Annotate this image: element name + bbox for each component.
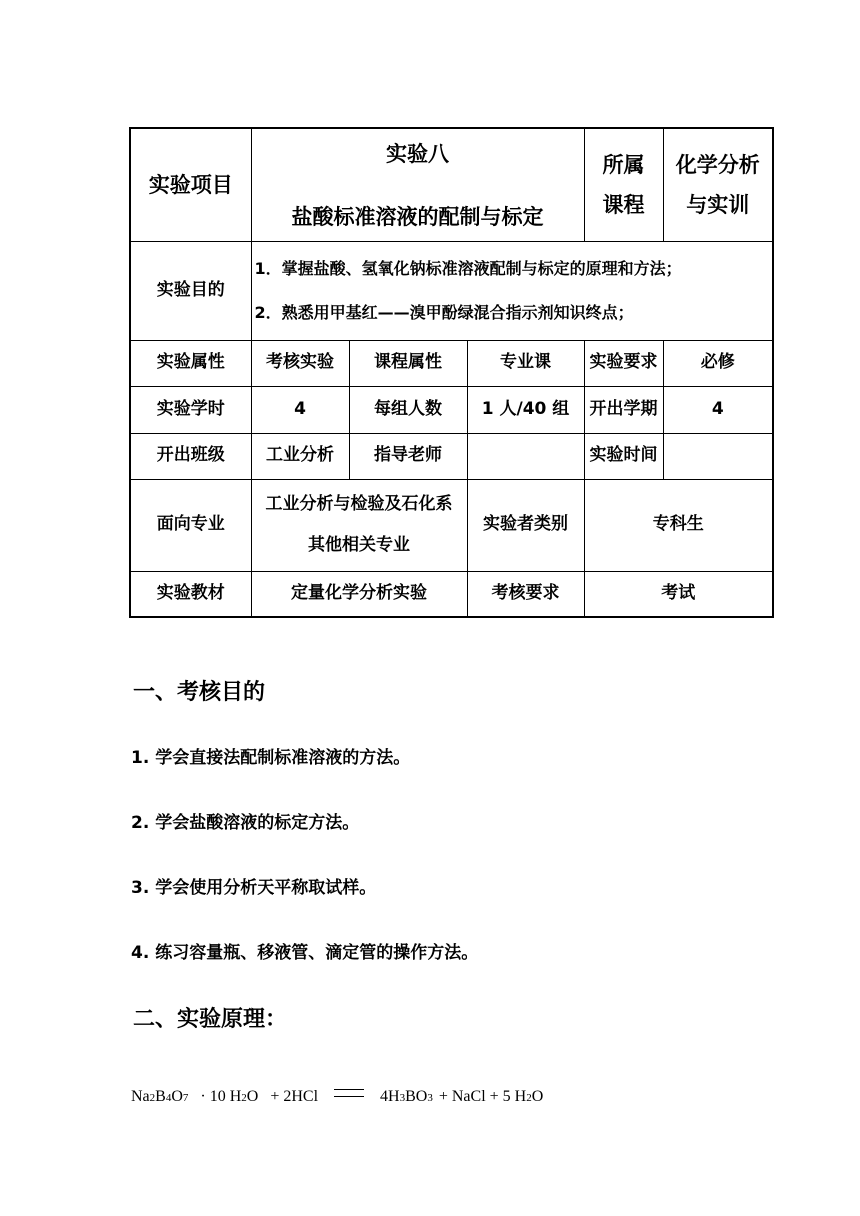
eq-na: Na	[131, 1088, 150, 1105]
assessment-item-3: 3. 学会使用分析天平称取试样。	[131, 878, 377, 898]
experiment-info-table	[129, 127, 774, 618]
time-value	[663, 433, 773, 479]
book-label: 实验教材	[130, 571, 251, 617]
term-label: 开出学期	[584, 386, 663, 433]
eq-water-sub: 2	[241, 1092, 247, 1104]
course-attr-value: 专业课	[467, 340, 584, 386]
req-label: 实验要求	[584, 340, 663, 386]
class-label: 开出班级	[130, 433, 251, 479]
project-title-cell	[251, 128, 584, 241]
section-heading-assessment: 一、考核目的	[133, 680, 266, 705]
course-value-cell	[663, 128, 773, 241]
objective-cell	[251, 241, 773, 340]
hours-value: 4	[251, 386, 349, 433]
type-label: 实验者类别	[467, 479, 584, 571]
eq-hcl: + 2HCl	[270, 1088, 319, 1105]
eq-water: · 10 H	[200, 1088, 242, 1105]
project-label: 实验项目	[130, 128, 251, 241]
equals-sign-icon	[334, 1089, 364, 1097]
attr-value: 考核实验	[251, 340, 349, 386]
class-value: 工业分析	[251, 433, 349, 479]
major-value-cell	[251, 479, 467, 571]
course-attr-label: 课程属性	[349, 340, 467, 386]
course-label-line2: 课程	[602, 192, 645, 217]
project-title-line2: 盐酸标准溶液的配制与标定	[291, 205, 544, 230]
assessment-item-1: 1. 学会直接法配制标准溶液的方法。	[131, 748, 411, 768]
assessment-item-4: 4. 练习容量瓶、移液管、滴定管的操作方法。	[131, 943, 479, 963]
course-value-line2: 与实训	[686, 192, 750, 217]
eq-boric-h-sub: 3	[399, 1092, 406, 1104]
eq-boric: 4H	[380, 1088, 400, 1105]
time-label: 实验时间	[584, 433, 663, 479]
major-value-line2: 其他相关专业	[308, 535, 410, 555]
major-label: 面向专业	[130, 479, 251, 571]
assessment-item-2: 2. 学会盐酸溶液的标定方法。	[131, 813, 360, 833]
eq-boric-bo: BO	[405, 1088, 428, 1105]
book-value: 定量化学分析实验	[251, 571, 467, 617]
term-value: 4	[663, 386, 773, 433]
course-label-line1: 所属	[602, 152, 645, 177]
major-value-line1: 工业分析与检验及石化系	[265, 493, 453, 514]
eq-nacl-water: + NaCl + 5 H	[438, 1088, 527, 1105]
eq-water2-sub: 2	[526, 1092, 532, 1104]
project-title-line1: 实验八	[386, 142, 449, 166]
assess-value: 考试	[584, 571, 773, 617]
assess-label: 考核要求	[467, 571, 584, 617]
eq-b-sub: 4	[165, 1092, 172, 1104]
course-label-cell	[584, 128, 663, 241]
section-heading-principle: 二、实验原理：	[133, 1007, 288, 1032]
objective-1: 1．掌握盐酸、氢氧化钠标准溶液配制与标定的原理和方法；	[254, 258, 682, 278]
eq-na-sub: 2	[149, 1092, 156, 1104]
course-value-line1: 化学分析	[675, 152, 760, 177]
eq-water2-o: O	[531, 1088, 544, 1105]
teacher-label: 指导老师	[349, 433, 467, 479]
objective-label: 实验目的	[130, 241, 251, 340]
attr-label: 实验属性	[130, 340, 251, 386]
reaction-equation	[131, 1088, 543, 1106]
teacher-value	[467, 433, 584, 479]
eq-o-sub: 7	[182, 1092, 189, 1104]
eq-water-o: O	[246, 1088, 259, 1105]
eq-o: O	[171, 1088, 183, 1105]
type-value: 专科生	[584, 479, 773, 571]
eq-boric-o-sub: 3	[427, 1092, 433, 1104]
group-label: 每组人数	[349, 386, 467, 433]
eq-b: B	[155, 1088, 166, 1105]
objective-2: 2．熟悉用甲基红——溴甲酚绿混合指示剂知识终点；	[254, 302, 634, 322]
hours-label: 实验学时	[130, 386, 251, 433]
req-value: 必修	[663, 340, 773, 386]
group-value: 1 人/40 组	[467, 386, 584, 433]
